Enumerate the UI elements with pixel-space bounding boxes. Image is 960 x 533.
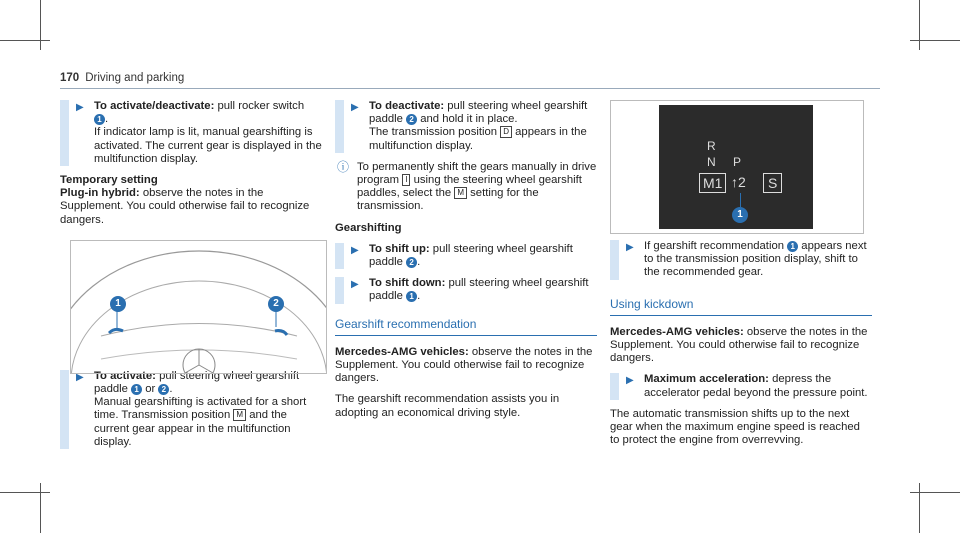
step-text: and hold it in place.	[417, 113, 518, 126]
step-label: To activate:	[94, 369, 156, 382]
gear-m1: M1	[699, 173, 726, 193]
steering-wheel-illustration	[71, 241, 326, 373]
header-divider	[60, 88, 880, 89]
step-text: If gearshift recommendation	[644, 240, 788, 252]
callout-badge-2: 2	[406, 114, 417, 125]
gear-r: R	[707, 139, 716, 153]
step-arrow-icon: ▶	[76, 102, 84, 113]
step-activate-deactivate	[60, 100, 325, 166]
transmission-key-icon: M	[233, 409, 246, 421]
section-title: Gearshift recommendation	[335, 316, 477, 331]
step-label: To deactivate:	[369, 100, 445, 112]
note-text: using the steering wheel gearshift paddles, select the	[357, 174, 582, 200]
steering-wheel-figure	[70, 240, 327, 374]
callout-badge-2: 2	[158, 384, 169, 395]
step-arrow-icon: ▶	[76, 371, 84, 383]
step-bar	[610, 240, 619, 280]
gear-n: N	[707, 155, 716, 169]
crop-mark	[910, 40, 960, 41]
step-arrow-icon: ▶	[626, 375, 634, 387]
callout-badge-1: 1	[787, 241, 798, 252]
page-number: 170	[60, 72, 80, 84]
amg-label: Mercedes-AMG vehicles:	[610, 325, 744, 338]
callout-badge-1: 1	[110, 296, 126, 312]
paragraph: The automatic transmission shifts up to the next gear when the maximum engine speed is reached to protect the engine from overrevving.	[610, 407, 860, 447]
amg-note	[335, 346, 597, 386]
transmission-key-icon: D	[500, 126, 512, 138]
step-arrow-icon: ▶	[351, 279, 359, 291]
step-arrow-icon: ▶	[626, 242, 634, 253]
amg-label: Mercedes-AMG vehicles:	[335, 345, 469, 358]
crop-mark	[919, 483, 920, 533]
step-text: If indicator lamp is lit, manual gearshifting is activated. The current gear is displayed in the multifunction display.	[94, 126, 322, 165]
step-text: or	[142, 383, 159, 396]
step-arrow-icon: ▶	[351, 244, 359, 256]
step-label: To activate/deactivate:	[94, 100, 215, 112]
note-text: To permanently shift the gears manually in drive program	[357, 160, 597, 187]
note-text: setting for the transmission.	[357, 187, 539, 213]
section-divider	[335, 335, 597, 336]
step-text: .	[417, 290, 421, 303]
callout-badge-2: 2	[406, 257, 417, 268]
amg-text: observe the notes in the Supplement. You could otherwise fail to recognize dangers.	[610, 325, 868, 365]
step-text: appears in the multifunction display.	[369, 126, 587, 152]
step-bar	[335, 277, 344, 303]
gear-s: S	[763, 173, 782, 193]
step-bar	[610, 373, 619, 399]
page-title: Driving and parking	[85, 72, 185, 84]
step-text: depress the accelerator pedal beyond the pressure point.	[644, 373, 868, 399]
subheading: Gearshifting	[335, 221, 402, 234]
section-divider	[610, 315, 872, 316]
transmission-key-icon: M	[454, 187, 467, 199]
multifunction-display	[659, 105, 813, 229]
section-title: Using kickdown	[610, 296, 694, 311]
callout-badge-1: 1	[131, 384, 142, 395]
step-bar	[60, 100, 69, 166]
step-bar	[335, 100, 344, 153]
step-text: appears next to the transmission position display, shift to the recommended gear.	[644, 240, 867, 279]
step-text: .	[105, 113, 109, 126]
plug-label: Plug-in hybrid:	[60, 187, 140, 200]
step-text: pull steering wheel gearshift paddle	[369, 100, 588, 126]
callout-badge-1: 1	[732, 207, 748, 223]
column-3	[610, 240, 872, 455]
callout-badge-2: 2	[268, 296, 284, 312]
callout-badge-1: 1	[406, 291, 417, 302]
step-activate	[60, 370, 325, 449]
crop-mark	[0, 492, 50, 493]
crop-mark	[919, 0, 920, 50]
shift-up-indicator: ↑2	[731, 174, 746, 190]
step-bar	[60, 370, 69, 449]
column-2	[335, 100, 597, 428]
step-bar	[335, 243, 344, 269]
crop-mark	[40, 483, 41, 533]
gear-p: P	[733, 155, 742, 169]
step-text: pull steering wheel gearshift paddle	[94, 369, 300, 396]
temporary-setting	[60, 174, 325, 227]
page-header	[60, 72, 184, 84]
step-text: pull rocker switch	[214, 100, 305, 112]
step-shift-down	[335, 277, 597, 303]
paragraph: The gearshift recommendation assists you in adopting an economical driving style.	[335, 393, 560, 419]
step-label: To shift down:	[369, 277, 446, 290]
display-figure	[610, 100, 864, 234]
step-deactivate	[335, 100, 597, 153]
step-text: and the current gear appear in the multifunction display.	[94, 409, 291, 448]
info-icon: ⓘ	[337, 159, 350, 174]
amg-note	[610, 326, 872, 366]
step-text: .	[169, 383, 173, 396]
step-text: pull steering wheel gearshift paddle	[369, 277, 589, 303]
step-max-acceleration	[610, 373, 872, 399]
amg-text: observe the notes in the Supplement. You could otherwise fail to recognize dangers.	[335, 345, 593, 385]
crop-mark	[0, 40, 50, 41]
step-text: Manual gearshifting is activated for a short time. Transmission position	[94, 396, 307, 422]
subheading: Temporary setting	[60, 174, 158, 187]
info-note	[335, 161, 597, 214]
crop-mark	[40, 0, 41, 50]
callout-badge-1: 1	[94, 114, 105, 125]
step-label: Maximum acceleration:	[644, 373, 769, 386]
drive-program-icon: I	[402, 174, 410, 186]
step-text: The transmission position	[369, 126, 501, 139]
step-arrow-icon: ▶	[351, 102, 359, 113]
step-text: pull steering wheel gearshift paddle	[369, 242, 573, 269]
step-shift-up	[335, 243, 597, 269]
callout-line	[740, 193, 741, 207]
plug-text: observe the notes in the Supplement. You could otherwise fail to recognize dangers.	[60, 187, 310, 226]
step-text: .	[417, 256, 421, 269]
step-recommendation	[610, 240, 872, 280]
crop-mark	[910, 492, 960, 493]
step-label: To shift up:	[369, 242, 430, 255]
